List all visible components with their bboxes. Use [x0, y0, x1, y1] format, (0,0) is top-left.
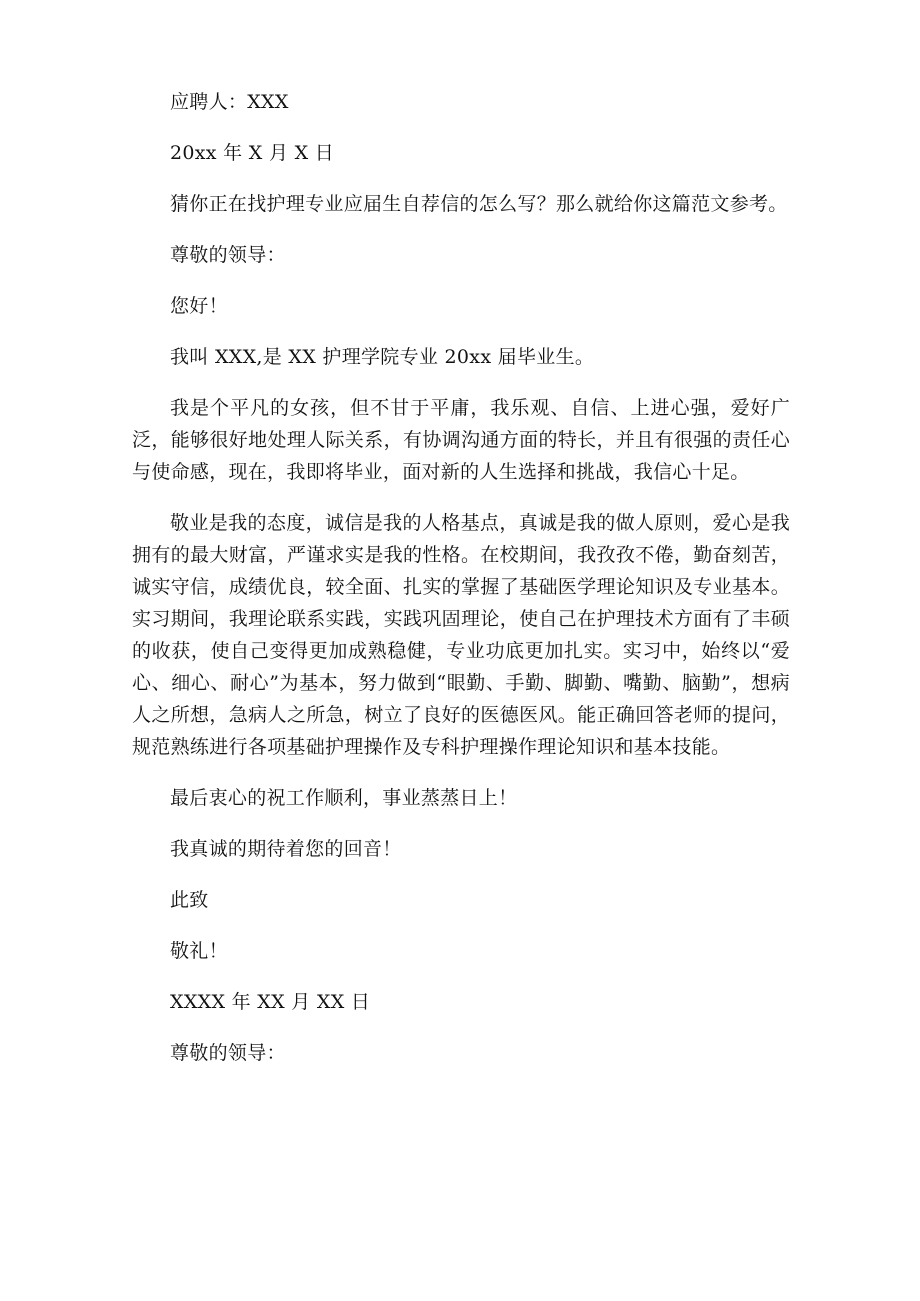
self-introduction: 我叫 XXX,是 XX 护理学院专业 20xx 届毕业生。	[170, 346, 595, 368]
second-salutation: 尊敬的领导：	[170, 1042, 286, 1064]
closing-expectation: 我真诚的期待着您的回音！	[170, 838, 402, 860]
signature-date: XXXX 年 XX 月 XX 日	[170, 991, 371, 1013]
experience-paragraph: 敬业是我的态度，诚信是我的人格基点，真诚是我的做人原则，爱心是我拥有的最大财富，严谨求实是我的性格。在校期间，我孜孜不倦，勤奋刻苦，诚实守信，成绩优良，较全面、扎实的掌握了基础医学理论知识及专业基本。实习期间，我理论联系实践，实践巩固理论，使自己在护理技术方面有了丰硕的收获，使自己变得更加成熟稳健，专业功底更加扎实。实习中，始终以“爱心、细心、耐心”为基本，努力做到“眼勤、手勤、脚勤、嘴勤、脑勤”，想病人之所想，急病人之所急，树立了良好的医德医风。能正确回答老师的提问，规范熟练进行各项基础护理操作及专科护理操作理论知识和基本技能。	[132, 512, 790, 758]
salutation: 尊敬的领导：	[170, 244, 286, 266]
greeting: 您好！	[170, 295, 228, 317]
letter-body	[132, 86, 790, 1088]
closing-salute: 此致	[170, 889, 209, 911]
intro-paragraph: 猜你正在找护理专业应届生自荐信的怎么写？那么就给你这篇范文参考。	[170, 193, 788, 215]
applicant-line: 应聘人：XXX	[170, 91, 289, 113]
date-line: 20xx 年 X 月 X 日	[170, 142, 335, 164]
closing-wish: 最后衷心的祝工作顺利，事业蒸蒸日上！	[170, 787, 518, 809]
personality-paragraph: 我是个平凡的女孩，但不甘于平庸，我乐观、自信、上进心强，爱好广泛，能够很好地处理人际关系，有协调沟通方面的特长，并且有很强的责任心与使命感，现在，我即将毕业，面对新的人生选择和挑战，我信心十足。	[132, 397, 790, 483]
closing-respect: 敬礼！	[170, 940, 228, 962]
